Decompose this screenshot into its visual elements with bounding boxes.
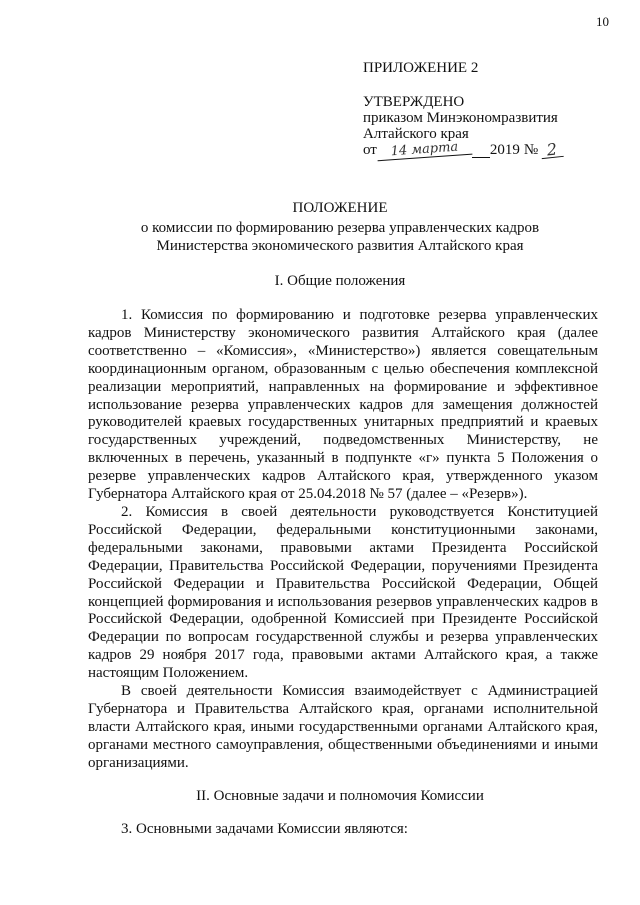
number-sign: № xyxy=(523,142,539,158)
order-line-1: приказом Минэкономразвития xyxy=(363,110,558,126)
approved-label: УТВЕРЖДЕНО xyxy=(363,94,465,110)
handwritten-number: 2 xyxy=(540,142,563,159)
section-1-body xyxy=(88,307,598,773)
section-1-heading: I. Общие положения xyxy=(274,273,406,289)
page-number: 10 xyxy=(596,14,609,29)
paragraph-3: В своей деятельности Комиссия взаимодействует с Администрацией Губернатора и Правительства Алтайского края, органами исполнительной власти Алтайского края, иными государственными органами Алтайского края, органами местного самоуправления, общественными объединениями и иными организациями. xyxy=(88,683,598,771)
order-date-line xyxy=(363,139,613,160)
title-subtitle: о комиссии по формированию резерва управленческих кадров Министерства экономического развития Алтайского края xyxy=(140,220,540,254)
date-underline xyxy=(472,157,490,158)
from-label: от xyxy=(363,142,377,158)
appendix-label: ПРИЛОЖЕНИЕ 2 xyxy=(363,60,479,76)
document-title xyxy=(40,199,640,255)
paragraph-1: 1. Комиссия по формированию и подготовке резерва управленческих кадров Министерству экономического развития Алтайского края (далее соответственно – «Комиссия», «Министерство») является совещательным координационным органом, образованным с целью обеспечения комплексной реализации мероприятий, направленных на формирование и эффективное использование резерва управленческих кадров для замещения должностей руководителей краевых государственных унитарных предприятий и краевых государственных учреждений, подведомственных Министерству, не включенных в перечень, указанный в подпункте «г» пункта 5 Положения о резерве управленческих кадров Алтайского края, утвержденного указом Губернатора Алтайского края от 25.04.2018 № 57 (далее – «Резерв»). xyxy=(88,307,598,503)
year: 2019 xyxy=(489,142,520,158)
title-heading: ПОЛОЖЕНИЕ xyxy=(292,200,388,216)
section-2-heading: II. Основные задачи и полномочия Комиссии xyxy=(196,788,484,804)
handwritten-date: 14 марта xyxy=(376,140,472,162)
order-line-2: Алтайского края xyxy=(363,126,469,142)
paragraph-2: 2. Комиссия в своей деятельности руководствуется Конституцией Российской Федерации, федеральными конституционными законами, федеральными законами, правовыми актами Президента Российской Федерации, Правительства Российской Федерации, поручениями Президента Российской Федерации и Правительства Российской Федерации, Общей концепцией формирования и использования резервов управленческих кадров в Российской Федерации, одобренной Комиссией при Президенте Российской Федерации по вопросам государственной службы и резерва управленческих кадров 29 ноября 2017 года, правовыми актами Алтайского края, а также настоящим Положением. xyxy=(88,503,598,682)
item-3: 3. Основными задачами Комиссии являются: xyxy=(121,821,408,837)
approval-block xyxy=(363,60,613,158)
